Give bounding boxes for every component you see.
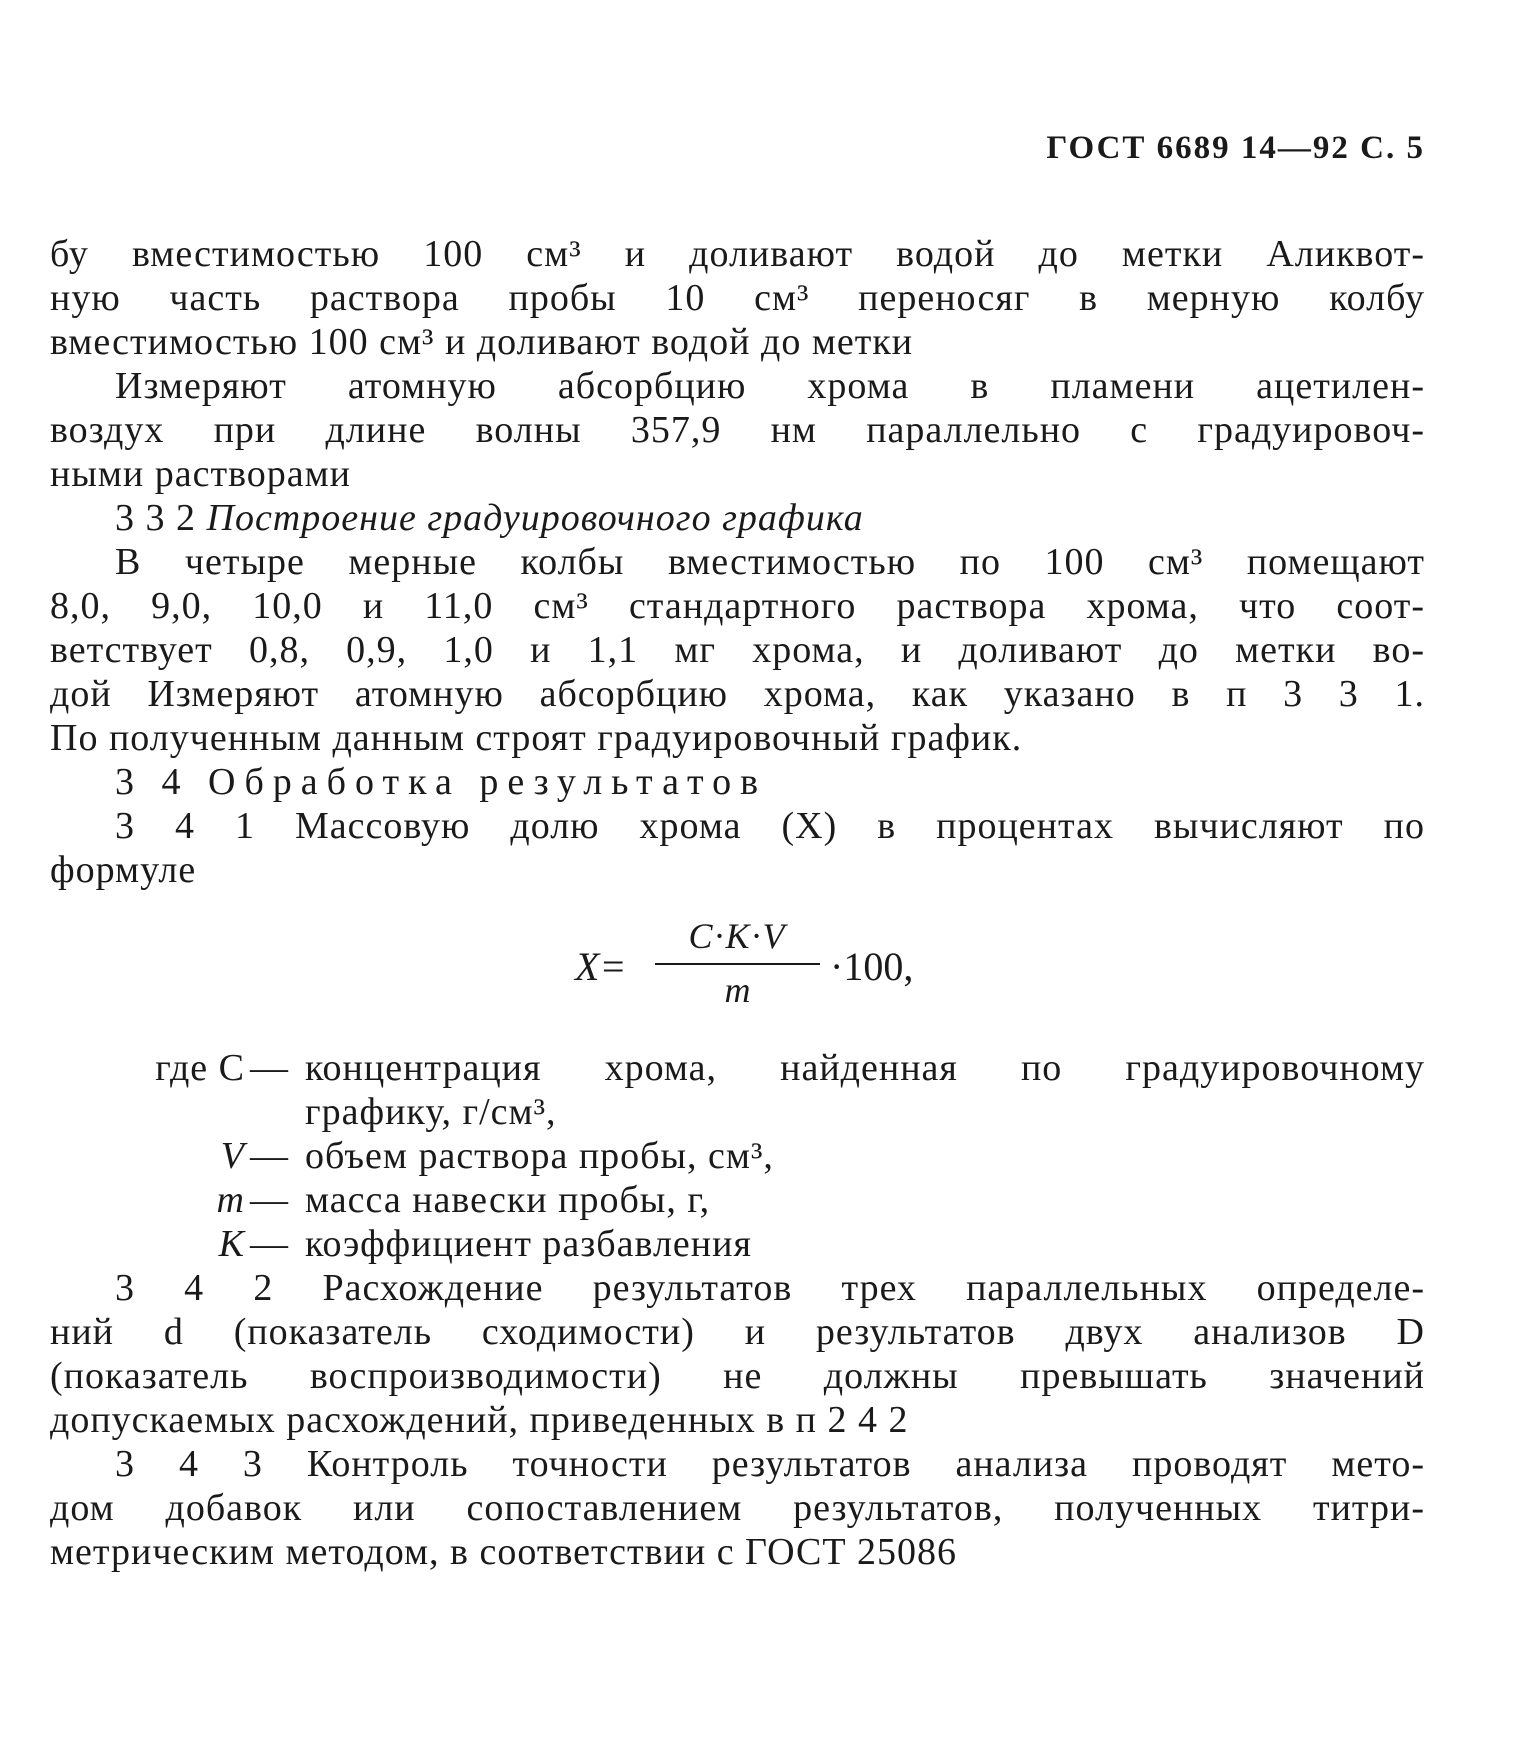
formula-lhs: X= <box>575 944 627 989</box>
legend-key: где C <box>155 1047 245 1089</box>
legend-dash: — <box>250 1135 289 1177</box>
legend-text: объем раствора пробы, см³, <box>305 1135 774 1177</box>
formula-denominator: m <box>724 970 751 1010</box>
legend-key: m <box>216 1179 245 1221</box>
text-line-14: 3 4 1 Массовую долю хрома (X) в процентах вычисляют по <box>115 805 1425 847</box>
page-header: ГОСТ 6689 14—92 С. 5 <box>1046 130 1425 166</box>
text-line-15: формуле <box>50 849 197 891</box>
text-line-20: 3 4 3 Контроль точности результатов анализа проводят мето- <box>115 1443 1425 1485</box>
section-title: Построение градуировочного графика <box>206 497 864 539</box>
text-line-17: ний d (показатель сходимости) и результатов двух анализов D <box>50 1311 1425 1353</box>
legend-dash: — <box>250 1179 289 1221</box>
text-line-19: допускаемых расхождений, приведенных в п 2 4 2 <box>50 1399 909 1441</box>
text-line-9: 8,0, 9,0, 10,0 и 11,0 см³ стандартного раствора хрома, что соот- <box>50 585 1425 627</box>
text-line-16: 3 4 2 Расхождение результатов трех параллельных определе- <box>115 1267 1425 1309</box>
text-line-3: вместимостью 100 см³ и доливают водой до метки <box>50 321 914 363</box>
text-line-8: В четыре мерные колбы вместимостью по 100 см³ помещают <box>115 541 1425 583</box>
text-line-22: метрическим методом, в соответствии с ГОСТ 25086 <box>50 1531 958 1573</box>
text-line-21: дом добавок или сопоставлением результатов, полученных титри- <box>50 1487 1425 1529</box>
legend-text: концентрация хрома, найденная по градуировочному <box>305 1047 1425 1089</box>
text-line-12: По полученным данным строят градуировочный график. <box>50 717 1023 759</box>
legend-text: масса навески пробы, г, <box>305 1179 711 1221</box>
formula <box>575 915 995 1035</box>
legend-key: K <box>218 1223 245 1265</box>
legend-row-m <box>50 1178 1425 1222</box>
legend-row-c <box>50 1046 1425 1090</box>
text-line-18: (показатель воспроизводимости) не должны превышать значений <box>50 1355 1425 1397</box>
section-number: 3 3 2 <box>115 497 196 539</box>
formula-fraction <box>655 915 820 1011</box>
section-heading-332 <box>115 496 1425 540</box>
text-line-6: ными растворами <box>50 453 352 495</box>
formula-numerator: C·K·V <box>688 916 787 956</box>
text-line-2: ную часть раствора пробы 10 см³ переносяг в мерную колбу <box>50 277 1425 319</box>
legend-text: коэффициент разбавления <box>305 1223 752 1265</box>
text-line-11: дой Измеряют атомную абсорбцию хрома, как указано в п 3 3 1. <box>50 673 1425 715</box>
fraction-bar <box>655 963 820 965</box>
legend-dash: — <box>250 1223 289 1265</box>
text-line-4: Измеряют атомную абсорбцию хрома в пламени ацетилен- <box>115 365 1425 407</box>
legend-text: графику, г/см³, <box>305 1091 557 1133</box>
legend-row-c-cont <box>50 1090 1425 1134</box>
legend-key: V <box>220 1135 245 1177</box>
formula-rhs: ·100, <box>830 944 914 989</box>
legend-row-v <box>50 1134 1425 1178</box>
section-heading-34: 3 4 Обработка результатов <box>115 761 768 803</box>
document-page <box>50 0 1425 1757</box>
text-line-10: ветствует 0,8, 0,9, 1,0 и 1,1 мг хрома, и доливают до метки во- <box>50 629 1425 671</box>
text-line-5: воздух при длине волны 357,9 нм параллельно с градуировоч- <box>50 409 1425 451</box>
legend-dash: — <box>250 1047 289 1089</box>
text-line-1: бу вместимостью 100 см³ и доливают водой до метки Аликвот- <box>50 233 1425 275</box>
legend-row-k <box>50 1222 1425 1266</box>
